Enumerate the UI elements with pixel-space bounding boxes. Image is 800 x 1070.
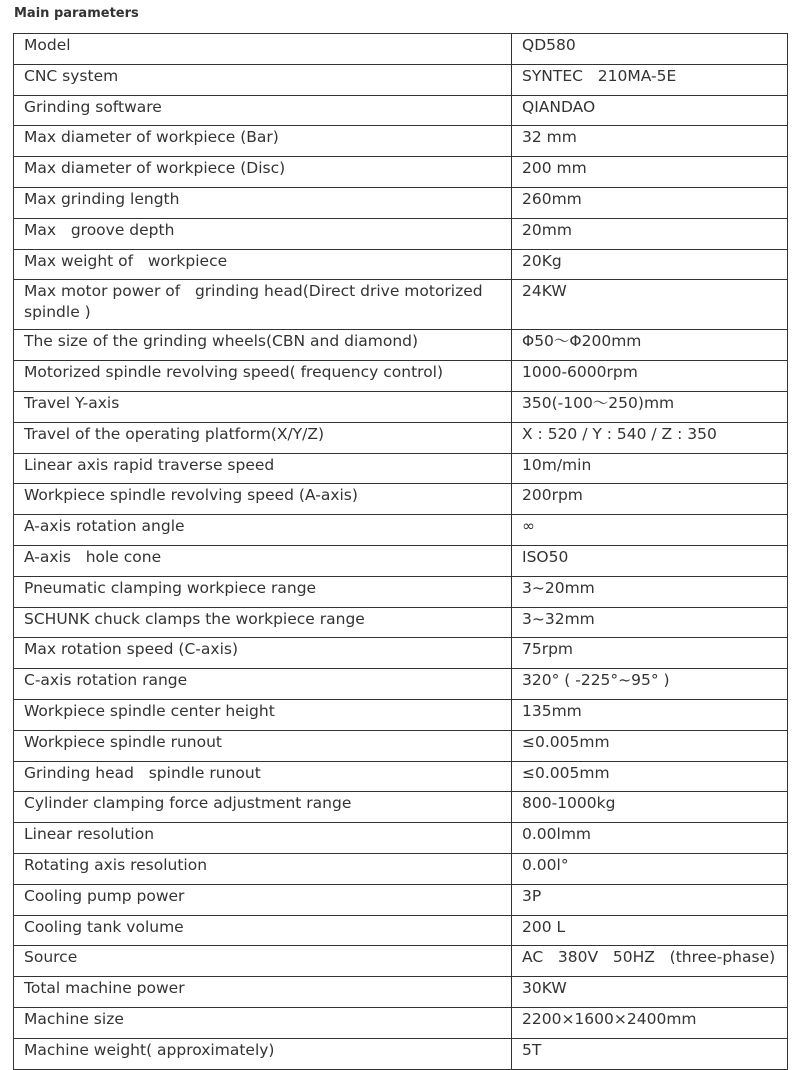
- parameter-value: 800-1000kg: [512, 792, 788, 823]
- parameter-name: Travel of the operating platform(X/Y/Z): [14, 422, 512, 453]
- parameter-name: Max grinding length: [14, 187, 512, 218]
- parameter-name: CNC system: [14, 64, 512, 95]
- parameter-name: Max weight of workpiece: [14, 249, 512, 280]
- parameter-name: Pneumatic clamping workpiece range: [14, 576, 512, 607]
- parameter-value: 20mm: [512, 218, 788, 249]
- parameter-value: 0.00l°: [512, 853, 788, 884]
- table-row: [14, 126, 788, 157]
- parameter-name: Max motor power of grinding head(Direct drive motorized spindle ): [14, 280, 512, 330]
- parameter-name: Max diameter of workpiece (Bar): [14, 126, 512, 157]
- parameter-value: 32 mm: [512, 126, 788, 157]
- parameter-value: 135mm: [512, 699, 788, 730]
- parameter-value: 260mm: [512, 187, 788, 218]
- table-row: [14, 515, 788, 546]
- parameter-value: 3P: [512, 884, 788, 915]
- parameter-value: 1000-6000rpm: [512, 361, 788, 392]
- parameter-name: Cooling pump power: [14, 884, 512, 915]
- table-row: [14, 730, 788, 761]
- table-row: [14, 391, 788, 422]
- table-row: [14, 157, 788, 188]
- parameter-value: Φ50～Φ200mm: [512, 330, 788, 361]
- parameter-name: The size of the grinding wheels(CBN and diamond): [14, 330, 512, 361]
- parameter-name: SCHUNK chuck clamps the workpiece range: [14, 607, 512, 638]
- table-row: [14, 761, 788, 792]
- table-row: [14, 330, 788, 361]
- parameter-name: Workpiece spindle runout: [14, 730, 512, 761]
- table-row: [14, 249, 788, 280]
- table-row: [14, 853, 788, 884]
- parameter-value: 350(-100～250)mm: [512, 391, 788, 422]
- parameter-value: SYNTEC 210MA-5E: [512, 64, 788, 95]
- parameter-name: A-axis rotation angle: [14, 515, 512, 546]
- table-row: [14, 422, 788, 453]
- table-row: [14, 187, 788, 218]
- parameter-name: Linear resolution: [14, 823, 512, 854]
- table-row: [14, 484, 788, 515]
- parameter-value: 2200×1600×2400mm: [512, 1007, 788, 1038]
- table-row: [14, 946, 788, 977]
- parameter-name: C-axis rotation range: [14, 669, 512, 700]
- table-row: [14, 699, 788, 730]
- table-row: [14, 218, 788, 249]
- parameter-name: Cylinder clamping force adjustment range: [14, 792, 512, 823]
- parameter-name: Rotating axis resolution: [14, 853, 512, 884]
- parameter-value: X : 520 / Y : 540 / Z : 350: [512, 422, 788, 453]
- table-row: [14, 792, 788, 823]
- table-row: [14, 361, 788, 392]
- parameter-value: 200rpm: [512, 484, 788, 515]
- parameter-name: Max groove depth: [14, 218, 512, 249]
- parameter-name: Total machine power: [14, 977, 512, 1008]
- parameter-value: 200 L: [512, 915, 788, 946]
- table-row: [14, 576, 788, 607]
- parameter-name: Machine weight( approximately): [14, 1038, 512, 1069]
- parameter-value: ∞: [512, 515, 788, 546]
- parameter-value: 75rpm: [512, 638, 788, 669]
- table-row: [14, 1038, 788, 1069]
- parameters-table-body: [14, 34, 788, 1070]
- table-row: [14, 669, 788, 700]
- parameter-name: Linear axis rapid traverse speed: [14, 453, 512, 484]
- table-row: [14, 607, 788, 638]
- parameter-name: Workpiece spindle revolving speed (A-axis): [14, 484, 512, 515]
- parameter-name: Machine size: [14, 1007, 512, 1038]
- parameters-table: [13, 33, 788, 1070]
- parameter-name: Workpiece spindle center height: [14, 699, 512, 730]
- parameter-value: QD580: [512, 34, 788, 65]
- parameter-name: Model: [14, 34, 512, 65]
- table-row: [14, 915, 788, 946]
- parameter-value: 10m/min: [512, 453, 788, 484]
- parameter-name: Cooling tank volume: [14, 915, 512, 946]
- parameter-name: Source: [14, 946, 512, 977]
- table-row: [14, 884, 788, 915]
- table-row: [14, 34, 788, 65]
- parameter-value: ISO50: [512, 545, 788, 576]
- parameter-name: Travel Y-axis: [14, 391, 512, 422]
- parameter-value: 30KW: [512, 977, 788, 1008]
- parameter-value: 3~20mm: [512, 576, 788, 607]
- parameter-value: 200 mm: [512, 157, 788, 188]
- parameter-value: 5T: [512, 1038, 788, 1069]
- parameter-value: ≤0.005mm: [512, 730, 788, 761]
- parameter-name: Grinding software: [14, 95, 512, 126]
- table-row: [14, 64, 788, 95]
- page-title: Main parameters: [14, 6, 139, 21]
- table-row: [14, 545, 788, 576]
- parameter-name: A-axis hole cone: [14, 545, 512, 576]
- parameter-value: AC 380V 50HZ (three-phase): [512, 946, 788, 977]
- parameter-value: 24KW: [512, 280, 788, 330]
- table-row: [14, 95, 788, 126]
- parameter-value: QIANDAO: [512, 95, 788, 126]
- parameter-value: 20Kg: [512, 249, 788, 280]
- table-row: [14, 453, 788, 484]
- table-row: [14, 280, 788, 330]
- table-row: [14, 638, 788, 669]
- table-row: [14, 823, 788, 854]
- parameter-name: Motorized spindle revolving speed( frequency control): [14, 361, 512, 392]
- parameter-name: Grinding head spindle runout: [14, 761, 512, 792]
- parameter-value: 3~32mm: [512, 607, 788, 638]
- table-row: [14, 1007, 788, 1038]
- parameter-value: 320° ( -225°~95° ): [512, 669, 788, 700]
- table-row: [14, 977, 788, 1008]
- parameter-name: Max diameter of workpiece (Disc): [14, 157, 512, 188]
- parameter-value: 0.00lmm: [512, 823, 788, 854]
- parameter-name: Max rotation speed (C-axis): [14, 638, 512, 669]
- parameter-value: ≤0.005mm: [512, 761, 788, 792]
